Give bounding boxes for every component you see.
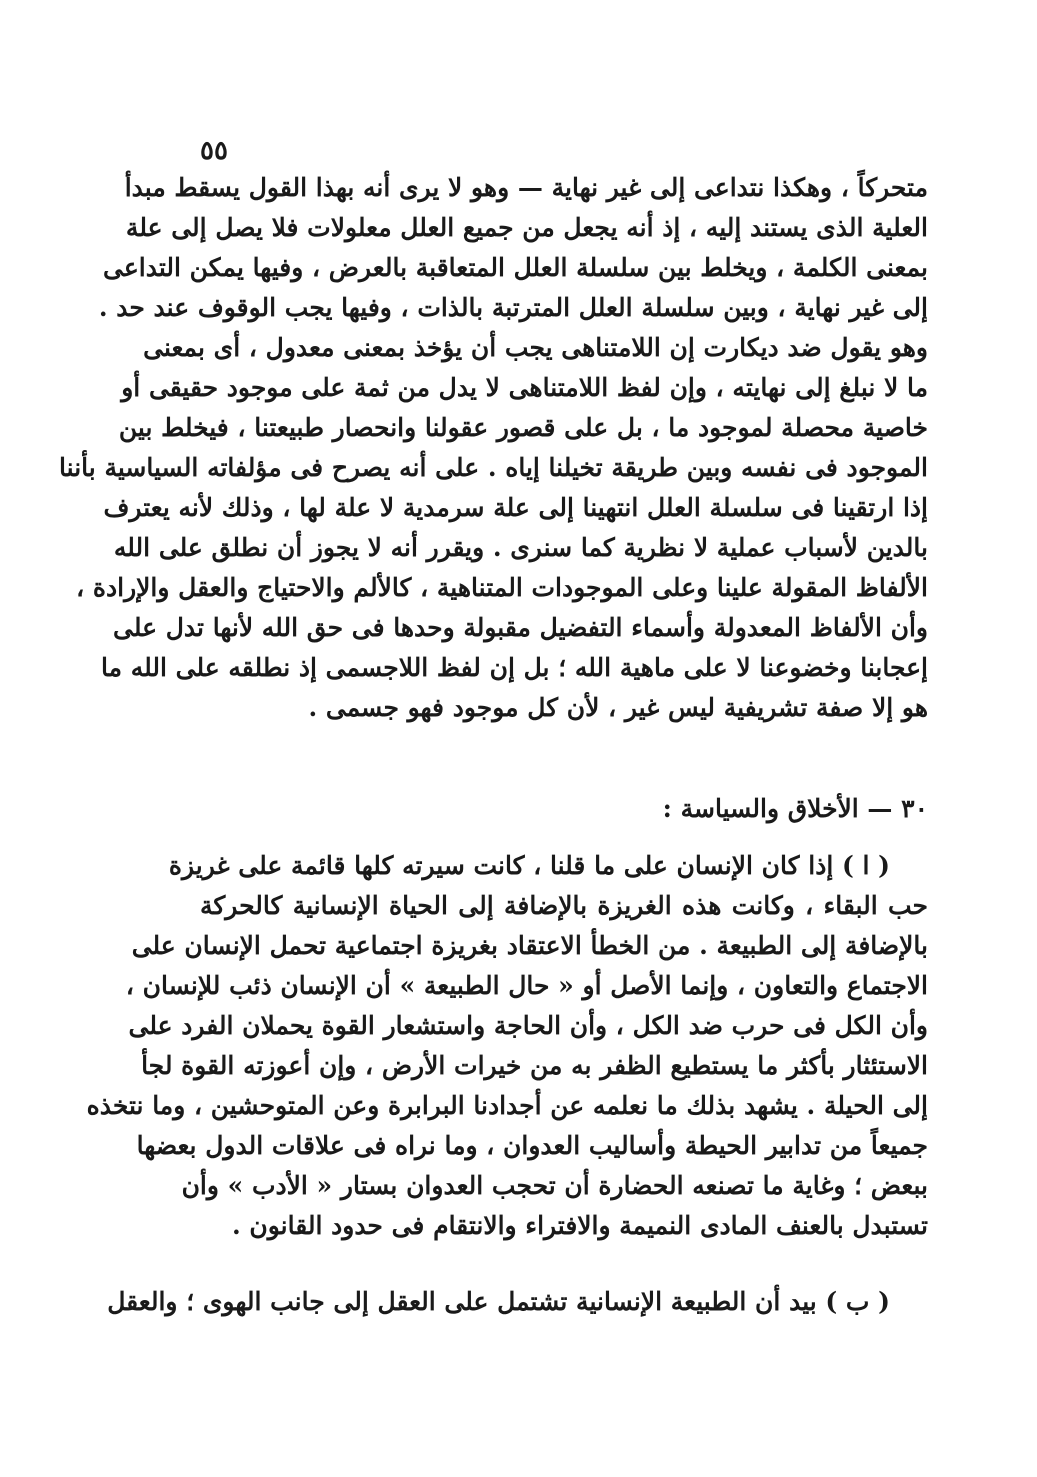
text-line: وأن الألفاظ المعدولة وأسماء التفضيل مقبولة وحدها فى حق الله لأنها تدل على xyxy=(113,613,928,642)
text-line: وهو يقول ضد ديكارت إن اللامتناهى يجب أن يؤخذ بمعنى معدول ، أى بمعنى xyxy=(143,333,928,362)
text-line: ببعض ؛ وغاية ما تصنعه الحضارة أن تحجب العدوان بستار « الأدب » وأن xyxy=(181,1171,928,1200)
text-line: ( ا ) إذا كان الإنسان على ما قلنا ، كانت سيرته كلها قائمة على غريزة xyxy=(168,851,890,880)
page-number: ٥٥ xyxy=(200,136,228,166)
text-line: العلية الذى يستند إليه ، إذ أنه يجعل من جميع العلل معلولات فلا يصل إلى علة xyxy=(125,213,928,242)
text-line: الاجتماع والتعاون ، وإنما الأصل أو « حال الطبيعة » أن الإنسان ذئب للإنسان ، xyxy=(125,971,928,1000)
text-line: وأن الكل فى حرب ضد الكل ، وأن الحاجة واستشعار القوة يحملان الفرد على xyxy=(128,1011,928,1040)
text-line: الألفاظ المقولة علينا وعلى الموجودات المتناهية ، كالألم والاحتياج والعقل والإرادة ، xyxy=(76,573,928,602)
text-line: بالدين لأسباب عملية لا نظرية كما سنرى . ويقرر أنه لا يجوز أن نطلق على الله xyxy=(113,533,928,562)
text-line: حب البقاء ، وكانت هذه الغريزة بالإضافة إلى الحياة الإنسانية كالحركة xyxy=(200,891,928,920)
text-line: هو إلا صفة تشريفية ليس غير ، لأن كل موجود فهو جسمى . xyxy=(308,693,928,722)
paragraph-2 xyxy=(86,846,928,1246)
paragraph-3 xyxy=(107,1282,928,1322)
text-line: ( ب ) بيد أن الطبيعة الإنسانية تشتمل على العقل إلى جانب الهوى ؛ والعقل xyxy=(107,1287,890,1316)
text-line: متحركاً ، وهكذا نتداعى إلى غير نهاية — وهو لا يرى أنه بهذا القول يسقط مبدأ xyxy=(124,173,928,202)
section-heading: ٣٠ — الأخلاق والسياسة : xyxy=(662,794,928,823)
text-line: تستبدل بالعنف المادى النميمة والافتراء والانتقام فى حدود القانون . xyxy=(231,1211,928,1240)
paragraph-1 xyxy=(59,168,928,728)
text-line: بمعنى الكلمة ، ويخلط بين سلسلة العلل المتعاقبة بالعرض ، وفيها يمكن التداعى xyxy=(103,253,928,282)
text-line: إعجابنا وخضوعنا لا على ماهية الله ؛ بل إن لفظ اللاجسمى إذ نطلقه على الله ما xyxy=(101,653,928,682)
text-line: خاصية محصلة لموجود ما ، بل على قصور عقولنا وانحصار طبيعتنا ، فيخلط بين xyxy=(118,413,928,442)
text-line: الموجود فى نفسه وبين طريقة تخيلنا إياه . على أنه يصرح فى مؤلفاته السياسية بأننا xyxy=(59,453,928,482)
text-line: الاستئثار بأكثر ما يستطيع الظفر به من خيرات الأرض ، وإن أعوزته القوة لجأ xyxy=(141,1051,928,1080)
text-line: جميعاً من تدابير الحيطة وأساليب العدوان ، وما نراه فى علاقات الدول بعضها xyxy=(136,1131,928,1160)
text-line: بالإضافة إلى الطبيعة . من الخطأ الاعتقاد بغريزة اجتماعية تحمل الإنسان على xyxy=(131,931,928,960)
text-line: ما لا نبلغ إلى نهايته ، وإن لفظ اللامتناهى لا يدل من ثمة على موجود حقيقى أو xyxy=(121,373,928,402)
text-line: إلى غير نهاية ، وبين سلسلة العلل المترتبة بالذات ، وفيها يجب الوقوف عند حد . xyxy=(98,293,928,322)
text-line: إلى الحيلة . يشهد بذلك ما نعلمه عن أجدادنا البرابرة وعن المتوحشين ، وما نتخذه xyxy=(86,1091,928,1120)
text-line: إذا ارتقينا فى سلسلة العلل انتهينا إلى علة سرمدية لا علة لها ، وذلك لأنه يعترف xyxy=(103,493,928,522)
